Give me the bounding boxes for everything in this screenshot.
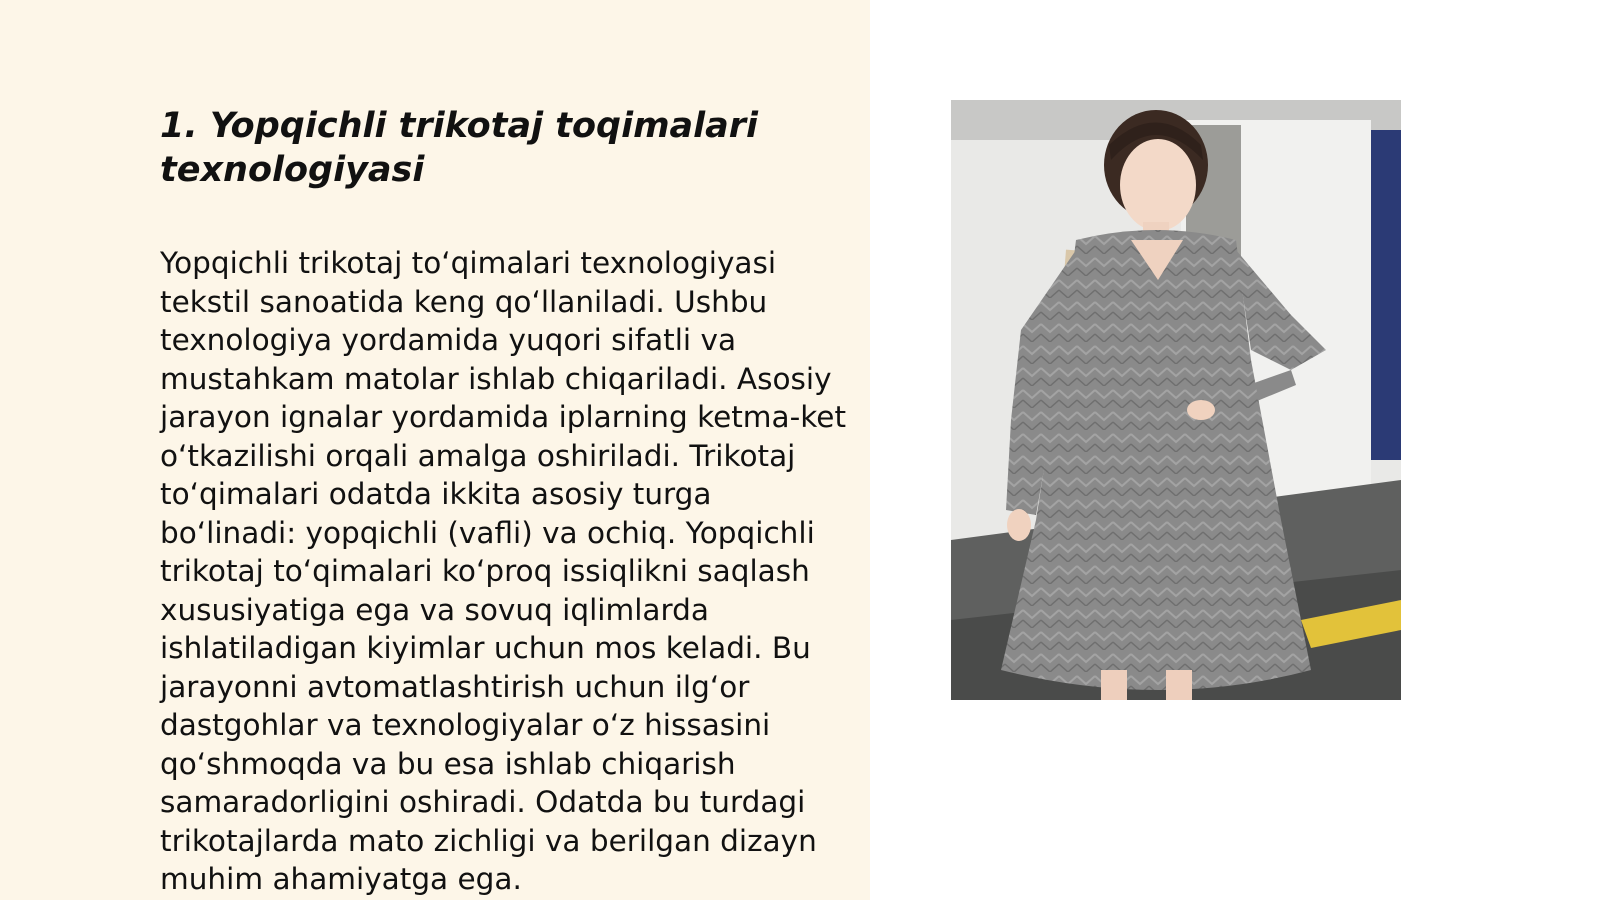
slide-title: 1. Yopqichli trikotaj toqimalari texnologiyasi [160, 106, 759, 190]
knit-dress-photo [951, 100, 1401, 700]
slide-body-text: Yopqichli trikotaj to‘qimalari texnologiyasi tekstil sanoatida keng qo‘llaniladi. Ushbu texnologiya yordamida yuqori sifatli va mustahkam matolar ishlab chiqariladi. Asosiy jarayon ignalar yordamida iplarning ketma-ket o‘tkazilishi orqali amalga oshiriladi. Trikotaj to‘qimalari odatda ikkita asosiy turga bo‘linadi: yopqichli (vafli) va ochiq. Yopqichli trikotaj to‘qimalari ko‘proq issiqlikni saqlash xususiyatiga ega va sovuq iqlimlarda ishlatiladigan kiyimlar uchun mos keladi. Bu jarayonni avtomatlashtirish uchun ilg‘or dastgohlar va texnologiyalar o‘z hissasini qo‘shmoqda va bu esa ishlab chiqarish samaradorligini oshiradi. Odatda bu turdagi trikotajlarda mato zichligi va berilgan dizayn muhim ahamiyatga ega. [160, 246, 847, 896]
